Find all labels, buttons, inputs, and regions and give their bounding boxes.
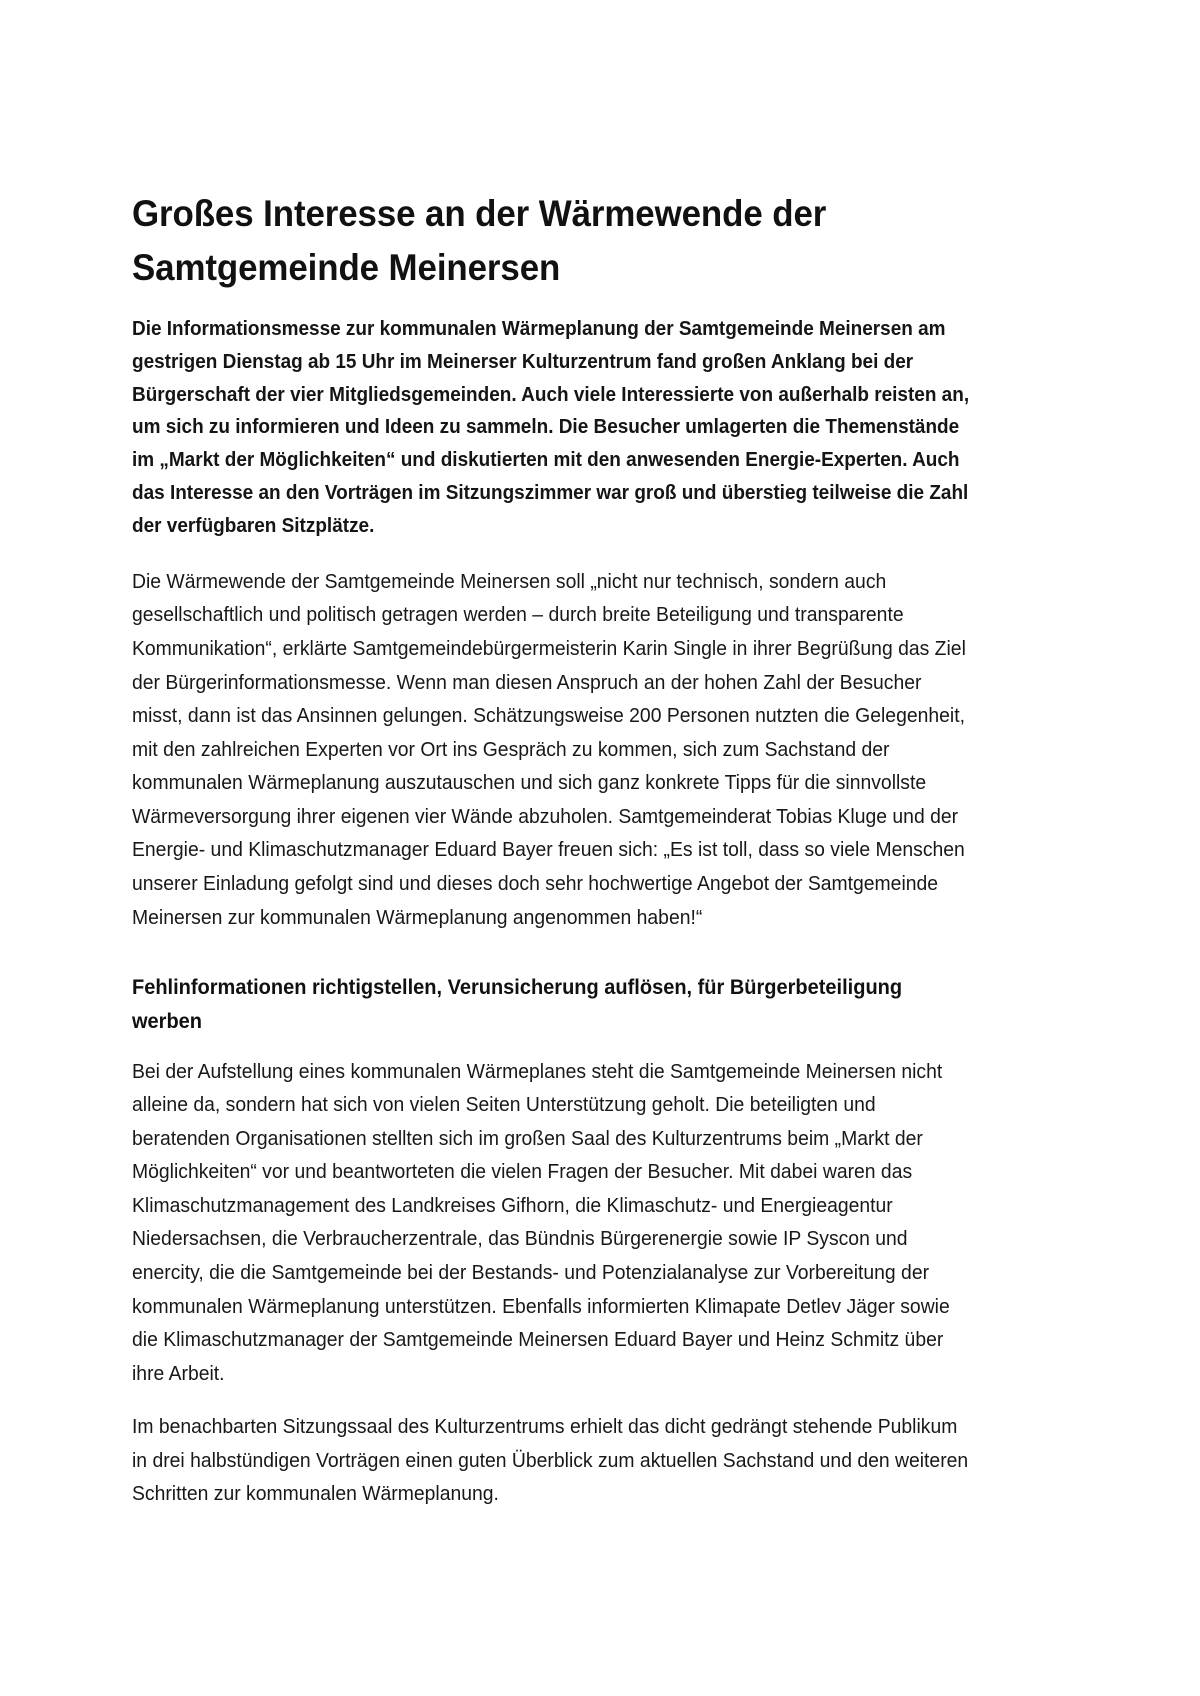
section-heading: Fehlinformationen richtigstellen, Verunsicherung auflösen, für Bürgerbeteiligung werben: [132, 975, 903, 1034]
body-paragraph-2: Bei der Aufstellung eines kommunalen Wärmeplanes steht die Samtgemeinde Meinersen nicht alleine da, sondern hat sich von vielen Seiten Unterstützung geholt. Die beteiligten und beratenden Organisationen stellten sich im großen Saal des Kulturzentrums beim „Markt der Möglichkeiten“ vor und beantworteten die vielen Fragen der Besucher. Mit dabei waren das Klimaschutzmanagement des Landkreises Gifhorn, die Klimaschutz- und Energieagentur Niedersachsen, die Verbraucherzentrale, das Bündnis Bürgerenergie sowie IP Syscon und enercity, die die Samtgemeinde bei der Bestands- und Potenzialanalyse zur Vorbereitung der kommunalen Wärmeplanung unterstützen. Ebenfalls informierten Klimapate Detlev Jäger sowie die Klimaschutzmanager der Samtgemeinde Meinersen Eduard Bayer und Heinz Schmitz über ihre Arbeit.: [132, 1059, 950, 1385]
page-title: Großes Interesse an der Wärmewende der Samtgemeinde Meinersen: [132, 192, 827, 289]
body-paragraph-1: Die Wärmewende der Samtgemeinde Meinersen soll „nicht nur technisch, sondern auch gesellschaftlich und politisch getragen werden – durch breite Beteiligung und transparente Kommunikation“, erklärte Samtgemeindebürgermeisterin Karin Single in ihrer Begrüßung das Ziel der Bürgerinformationsmesse. Wenn man diesen Anspruch an der hohen Zahl der Besucher misst, dann ist das Ansinnen gelungen. Schätzungsweise 200 Personen nutzten die Gelegenheit, mit den zahlreichen Experten vor Ort ins Gespräch zu kommen, sich zum Sachstand der kommunalen Wärmeplanung auszutauschen und sich ganz konkrete Tipps für die sinnvollste Wärmeversorgung ihrer eigenen vier Wände abzuholen. Samtgemeinderat Tobias Kluge und der Energie- und Klimaschutzmanager Eduard Bayer freuen sich: „Es ist toll, dass so viele Menschen unserer Einladung gefolgt sind und dieses doch sehr hochwertige Angebot der Samtgemeinde Meinersen zur kommunalen Wärmeplanung angenommen haben!“: [132, 569, 966, 929]
lead-paragraph: Die Informationsmesse zur kommunalen Wärmeplanung der Samtgemeinde Meinersen am gestrigen Dienstag ab 15 Uhr im Meinerser Kulturzentrum fand großen Anklang bei der Bürgerschaft der vier Mitgliedsgemeinden. Auch viele Interessierte von außerhalb reisten an, um sich zu informieren und Ideen zu sammeln. Die Besucher umlagerten die Themenstände im „Markt der Möglichkeiten“ und diskutierten mit den anwesenden Energie-Experten. Auch das Interesse an den Vorträgen im Sitzungszimmer war groß und überstieg teilweise die Zahl der verfügbaren Sitzplätze.: [132, 317, 970, 537]
document-content: [132, 186, 974, 1511]
body-paragraph-3: Im benachbarten Sitzungssaal des Kulturzentrums erhielt das dicht gedrängt stehende Publikum in drei halbstündigen Vorträgen einen guten Überblick zum aktuellen Sachstand und den weiteren Schritten zur kommunalen Wärmeplanung.: [132, 1415, 969, 1506]
